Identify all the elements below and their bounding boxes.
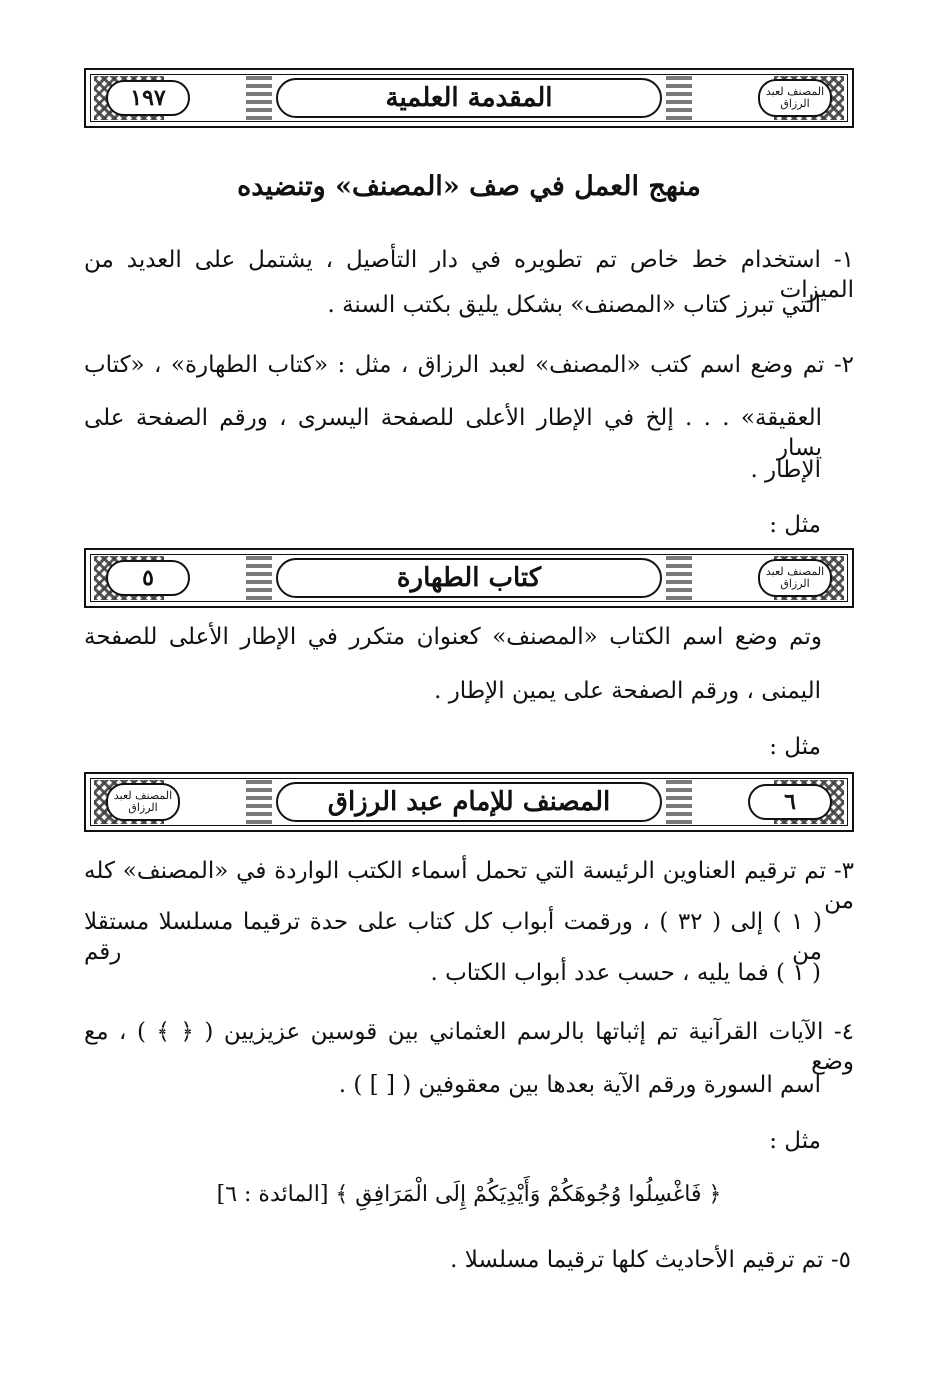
para-right-line1: وتم وضع اسم الكتاب «المصنف» كعنوان متكرر في الإطار الأعلى للصفحة <box>84 624 822 650</box>
example-frame-left-page <box>84 548 854 608</box>
item3-line3: ( ١ ) فما يليه ، حسب عدد أبواب الكتاب . <box>430 960 821 986</box>
example1-page-number: ٥ <box>106 560 190 596</box>
example1-label: مثل : <box>769 512 821 538</box>
example2-label: مثل : <box>769 734 821 760</box>
example1-title: كتاب الطهارة <box>276 558 662 598</box>
item3-line1: ٣- تم ترقيم العناوين الرئيسة التي تحمل أسماء الكتب الواردة في «المصنف» كله من <box>84 858 854 914</box>
item2-line3: الإطار . <box>750 457 821 483</box>
quran-verse-example: ﴿ فَاغْسِلُوا وُجُوهَكُمْ وَأَيْدِيَكُمْ إِلَى الْمَرَافِقِ ﴾ [المائدة : ٦] <box>216 1182 722 1207</box>
item4-line1: ٤- الآيات القرآنية تم إثباتها بالرسم العثماني بين قوسين عزيزيين ( ﴿ ﴾ ) ، مع وضع <box>84 1019 854 1075</box>
ornament-inner-left <box>246 76 272 120</box>
example-frame-right-page <box>84 772 854 832</box>
publisher-logo: المصنف لعبد الرزاق <box>758 79 832 117</box>
item1-line1: ١- استخدام خط خاص تم تطويره في دار التأصيل ، يشتمل على العديد من الميزات <box>84 247 854 303</box>
ornament-inner-left <box>246 556 272 600</box>
ornament-inner-right <box>666 780 692 824</box>
item3-line2: ( ١ ) إلى ( ٣٢ ) ، ورقمت أبواب كل كتاب على حدة ترقيما مسلسلا مستقلا من رقم <box>84 909 822 965</box>
example2-title: المصنف للإمام عبد الرزاق <box>276 782 662 822</box>
ornament-inner-left <box>246 780 272 824</box>
example1-logo: المصنف لعبد الرزاق <box>758 559 832 597</box>
ornament-inner-right <box>666 556 692 600</box>
page-number: ١٩٧ <box>106 80 190 116</box>
section-heading: منهج العمل في صف «المصنف» وتنضيده <box>237 171 701 202</box>
ornament-inner-right <box>666 76 692 120</box>
page-header-frame <box>84 68 854 128</box>
running-title: المقدمة العلمية <box>276 78 662 118</box>
item5: ٥- تم ترقيم الأحاديث كلها ترقيما مسلسلا . <box>450 1247 851 1273</box>
example2-page-number: ٦ <box>748 784 832 820</box>
item2-line2: العقيقة» . . . إلخ في الإطار الأعلى للصفحة اليسرى ، ورقم الصفحة على يسار <box>84 405 822 461</box>
item2-line1: ٢- تم وضع اسم كتب «المصنف» لعبد الرزاق ، مثل : «كتاب الطهارة» ، «كتاب <box>84 352 854 378</box>
para-right-line2: اليمنى ، ورقم الصفحة على يمين الإطار . <box>434 678 821 704</box>
item1-line2: التي تبرز كتاب «المصنف» بشكل يليق بكتب السنة . <box>327 292 821 318</box>
example3-label: مثل : <box>769 1128 821 1154</box>
example2-logo: المصنف لعبد الرزاق <box>106 783 180 821</box>
item4-line2: اسم السورة ورقم الآية بعدها بين معقوفين ( [ ] ) . <box>338 1072 821 1098</box>
